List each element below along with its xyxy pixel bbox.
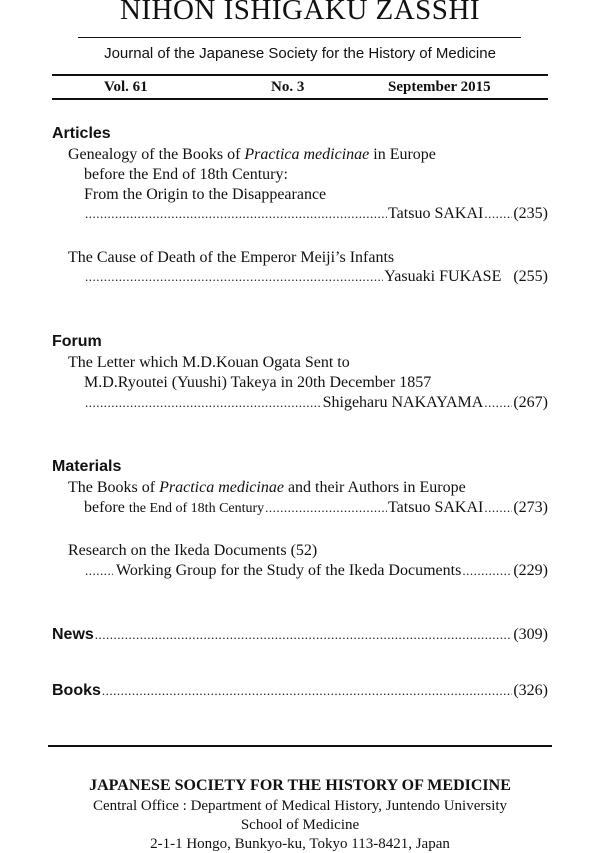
materials-2-title: Research on the Ikeda Documents (52) (68, 542, 318, 559)
article-1-author: Tatsuo SAKAI (388, 205, 484, 222)
materials-1-title-line-2 (84, 499, 548, 517)
article-1-byline (84, 205, 548, 223)
article-2-title: The Cause of Death of the Emperor Meiji’s Infants (68, 249, 395, 266)
issue-date: September 2015 (388, 79, 491, 95)
forum-1-title-line-2: M.D.Ryoutei (Yuushi) Takeya in 20th December 1857 (84, 374, 432, 391)
materials-2-author: Working Group for the Study of the Ikeda Documents (116, 562, 462, 579)
books-page: (326) (513, 682, 548, 699)
forum-1-page: (267) (513, 394, 548, 411)
leader-dots (265, 500, 387, 516)
leader-dots (85, 395, 322, 411)
news-page: (309) (513, 626, 548, 643)
books-row (52, 682, 548, 700)
section-heading-materials: Materials (52, 458, 122, 475)
leader-dots (85, 563, 113, 579)
volume: Vol. 61 (104, 79, 148, 95)
materials-1-title-rest: the End of 18th Century (128, 501, 265, 516)
leader-dots (102, 683, 512, 699)
society-name: JAPANESE SOCIETY FOR THE HISTORY OF MEDICINE (89, 777, 511, 794)
article-1-title-line-1: Genealogy of the Books of Practica medicinae in Europe (68, 146, 436, 163)
leader-dots (484, 500, 512, 516)
leader-dots (484, 206, 512, 222)
section-heading-forum: Forum (52, 333, 102, 350)
leader-dots (85, 269, 383, 285)
article-1-title-line-3: From the Origin to the Disappearance (84, 186, 327, 203)
forum-1-author: Shigeharu NAKAYAMA (322, 394, 484, 411)
leader-dots (462, 563, 512, 579)
title-rule (78, 37, 521, 38)
issue-number: No. 3 (271, 79, 305, 95)
materials-2-page: (229) (513, 562, 548, 579)
article-1-title-line-2: before the End of 18th Century: (84, 166, 288, 183)
forum-1-byline (84, 394, 548, 412)
footer-rule (48, 745, 552, 747)
journal-title: NIHON ISHIGAKU ZASSHI (119, 0, 481, 26)
article-2-page: (255) (513, 268, 548, 285)
section-heading-articles: Articles (52, 125, 111, 142)
office-line-1: Central Office : Department of Medical History, Juntendo University (92, 798, 508, 814)
leader-dots (95, 627, 513, 643)
address: 2-1-1 Hongo, Bunkyo-ku, Tokyo 113-8421, Japan (150, 836, 450, 852)
journal-subtitle: Journal of the Japanese Society for the History of Medicine (104, 45, 496, 62)
forum-1-title-line-1: The Letter which M.D.Kouan Ogata Sent to (68, 354, 350, 371)
article-1-page: (235) (513, 205, 548, 222)
section-heading-news: News (52, 626, 94, 643)
section-heading-books: Books (52, 682, 101, 699)
news-row (52, 626, 548, 644)
materials-1-page: (273) (513, 499, 548, 516)
materials-1-title-prefix: before (84, 499, 125, 516)
materials-1-author: Tatsuo SAKAI (388, 499, 484, 516)
issue-rule-bottom (52, 98, 548, 100)
issue-rule-top (52, 74, 548, 76)
article-2-author: Yasuaki FUKASE (384, 268, 502, 285)
materials-1-title-line-1: The Books of Practica medicinae and their Authors in Europe (68, 479, 466, 496)
leader-dots (484, 395, 512, 411)
office-line-2: School of Medicine (240, 817, 360, 833)
leader-dots (85, 206, 387, 222)
materials-2-byline (84, 562, 548, 580)
article-2-byline (84, 268, 548, 286)
